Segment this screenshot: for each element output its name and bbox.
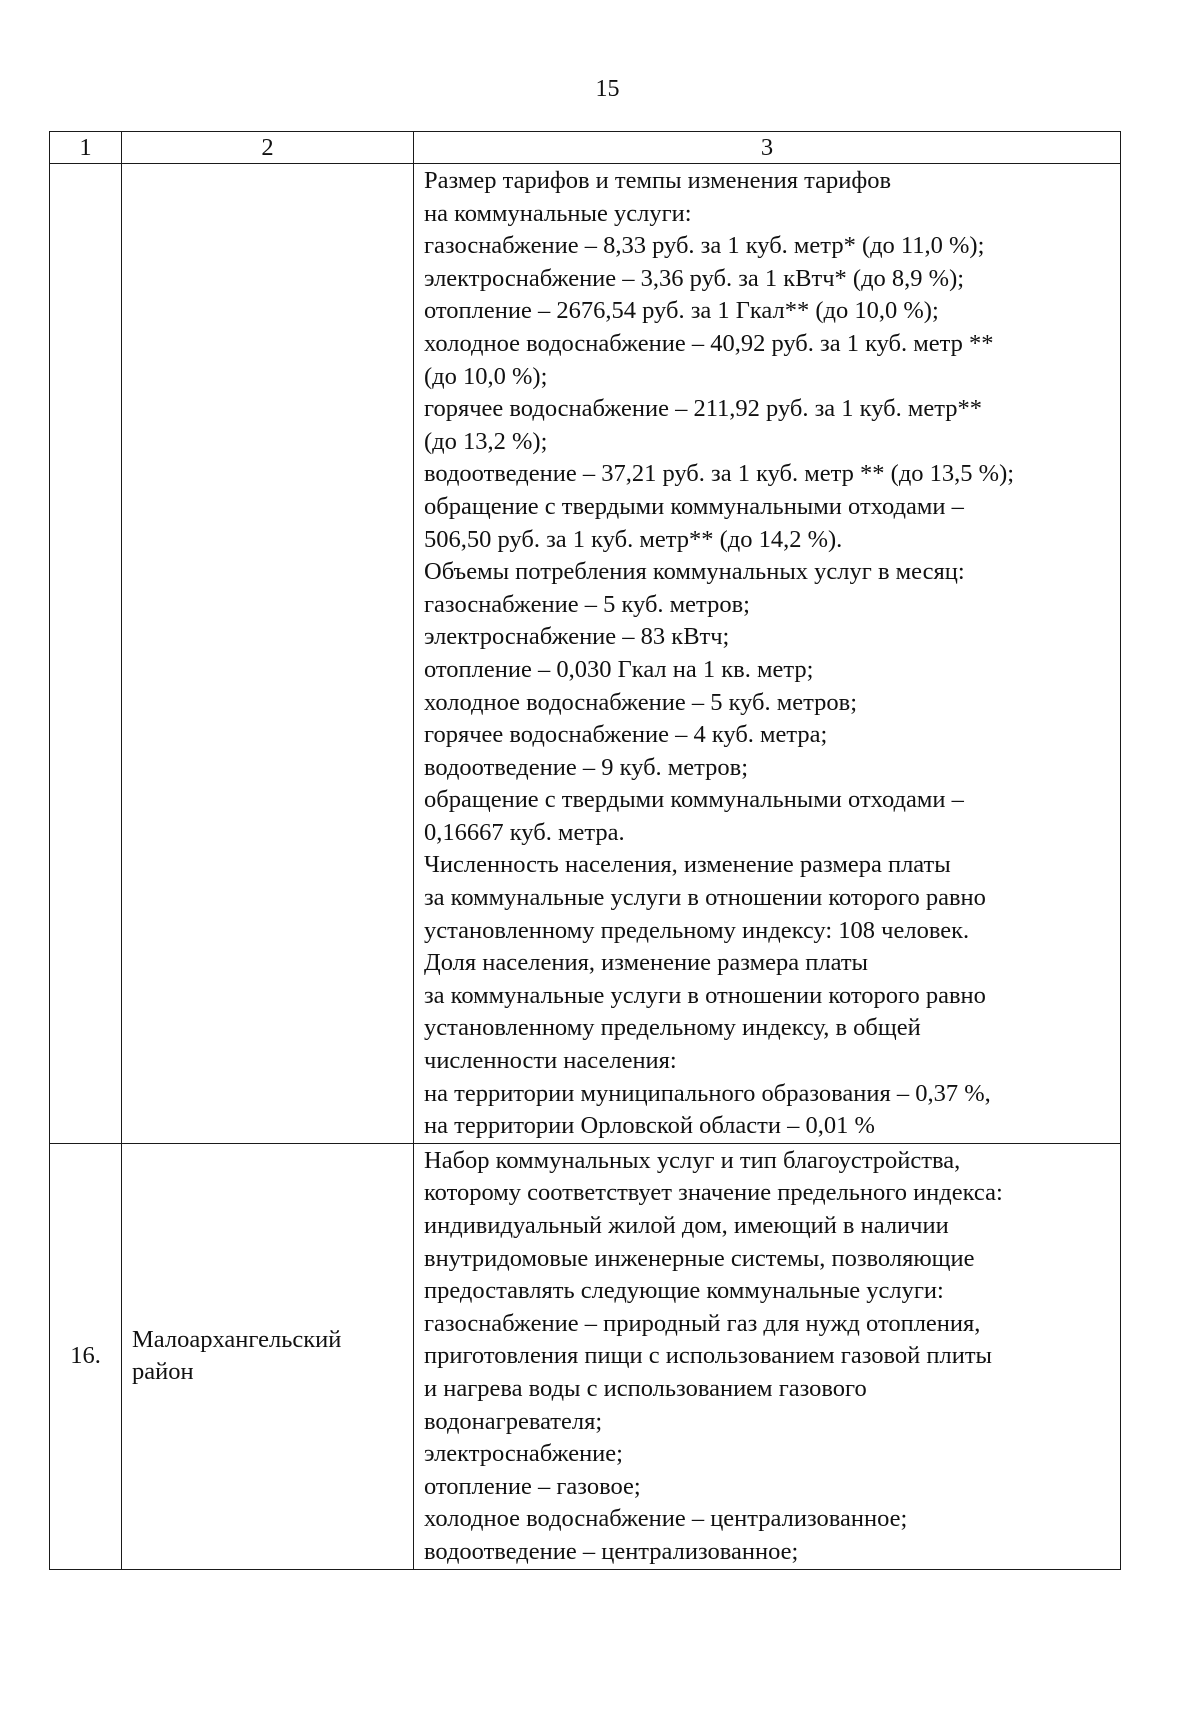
page-number: 15 bbox=[595, 76, 620, 102]
text-line: за коммунальные услуги в отношении которого равно bbox=[424, 981, 986, 1009]
row-number-cell bbox=[50, 164, 122, 1144]
text-line: холодное водоснабжение – 5 куб. метров; bbox=[424, 688, 858, 716]
row-number-cell: 16. bbox=[50, 1143, 122, 1569]
text-line: Объемы потребления коммунальных услуг в месяц: bbox=[424, 558, 965, 586]
text-line: на территории Орловской области – 0,01 % bbox=[424, 1112, 875, 1140]
table-header-row bbox=[50, 132, 1121, 164]
text-line: Доля населения, изменение размера платы bbox=[424, 949, 868, 977]
text-line: газоснабжение – 5 куб. метров; bbox=[424, 590, 750, 618]
text-line: Размер тарифов и темпы изменения тарифов bbox=[424, 167, 892, 194]
text-line: 0,16667 куб. метра. bbox=[424, 818, 625, 846]
text-line: и нагрева воды с использованием газового bbox=[424, 1374, 867, 1402]
text-line: водонагревателя; bbox=[424, 1407, 603, 1435]
district-name-line: район bbox=[132, 1358, 194, 1386]
header-cell-2: 2 bbox=[122, 132, 414, 164]
text-line: обращение с твердыми коммунальными отходами – bbox=[424, 786, 964, 814]
text-line: холодное водоснабжение – централизованное; bbox=[424, 1505, 908, 1533]
text-line: за коммунальные услуги в отношении которого равно bbox=[424, 884, 986, 912]
district-name-line: Малоархангельский bbox=[132, 1325, 342, 1353]
text-line: предоставлять следующие коммунальные услуги: bbox=[424, 1277, 944, 1305]
header-cell-1: 1 bbox=[50, 132, 122, 164]
text-line: отопление – газовое; bbox=[424, 1472, 641, 1500]
text-line: газоснабжение – природный газ для нужд отопления, bbox=[424, 1309, 981, 1337]
text-line: электроснабжение – 3,36 руб. за 1 кВтч* (до 8,9 %); bbox=[424, 264, 965, 292]
district-cell bbox=[122, 1143, 414, 1569]
text-line: 506,50 руб. за 1 куб. метр** (до 14,2 %). bbox=[424, 525, 843, 553]
text-line: отопление – 0,030 Гкал на 1 кв. метр; bbox=[424, 655, 814, 683]
table-row-continued bbox=[50, 164, 1121, 1144]
text-line: индивидуальный жилой дом, имеющий в наличии bbox=[424, 1212, 949, 1239]
text-line: (до 13,2 %); bbox=[424, 427, 548, 455]
text-line: холодное водоснабжение – 40,92 руб. за 1 куб. метр ** bbox=[424, 329, 994, 357]
text-line: электроснабжение; bbox=[424, 1440, 623, 1468]
tariff-description-cell bbox=[414, 164, 1121, 1144]
text-line: на территории муниципального образования – 0,37 %, bbox=[424, 1079, 991, 1107]
text-line: Численность населения, изменение размера платы bbox=[424, 851, 951, 879]
text-line: на коммунальные услуги: bbox=[424, 199, 692, 227]
text-line: (до 10,0 %); bbox=[424, 362, 548, 390]
district-cell bbox=[122, 164, 414, 1144]
text-line: численности населения: bbox=[424, 1047, 677, 1075]
text-line: которому соответствует значение предельного индекса: bbox=[424, 1179, 1003, 1207]
text-line: установленному предельному индексу: 108 человек. bbox=[424, 916, 970, 944]
text-line: отопление – 2676,54 руб. за 1 Гкал** (до 10,0 %); bbox=[424, 297, 939, 325]
header-cell-3: 3 bbox=[414, 132, 1121, 164]
text-line: горячее водоснабжение – 4 куб. метра; bbox=[424, 721, 828, 749]
text-line: газоснабжение – 8,33 руб. за 1 куб. метр* (до 11,0 %); bbox=[424, 232, 985, 260]
text-line: обращение с твердыми коммунальными отходами – bbox=[424, 492, 964, 520]
table-row-16 bbox=[50, 1143, 1121, 1569]
text-line: установленному предельному индексу, в общей bbox=[424, 1014, 921, 1042]
text-line: водоотведение – централизованное; bbox=[424, 1537, 799, 1565]
text-line: водоотведение – 37,21 руб. за 1 куб. метр ** (до 13,5 %); bbox=[424, 460, 1015, 488]
text-line: водоотведение – 9 куб. метров; bbox=[424, 753, 749, 781]
text-line: Набор коммунальных услуг и тип благоустройства, bbox=[424, 1146, 961, 1174]
tariff-table bbox=[49, 131, 1121, 1570]
text-line: приготовления пищи с использованием газовой плиты bbox=[424, 1342, 993, 1370]
text-line: внутридомовые инженерные системы, позволяющие bbox=[424, 1244, 975, 1272]
text-line: электроснабжение – 83 кВтч; bbox=[424, 623, 730, 651]
text-line: горячее водоснабжение – 211,92 руб. за 1 куб. метр** bbox=[424, 395, 983, 423]
services-description-cell bbox=[414, 1143, 1121, 1569]
